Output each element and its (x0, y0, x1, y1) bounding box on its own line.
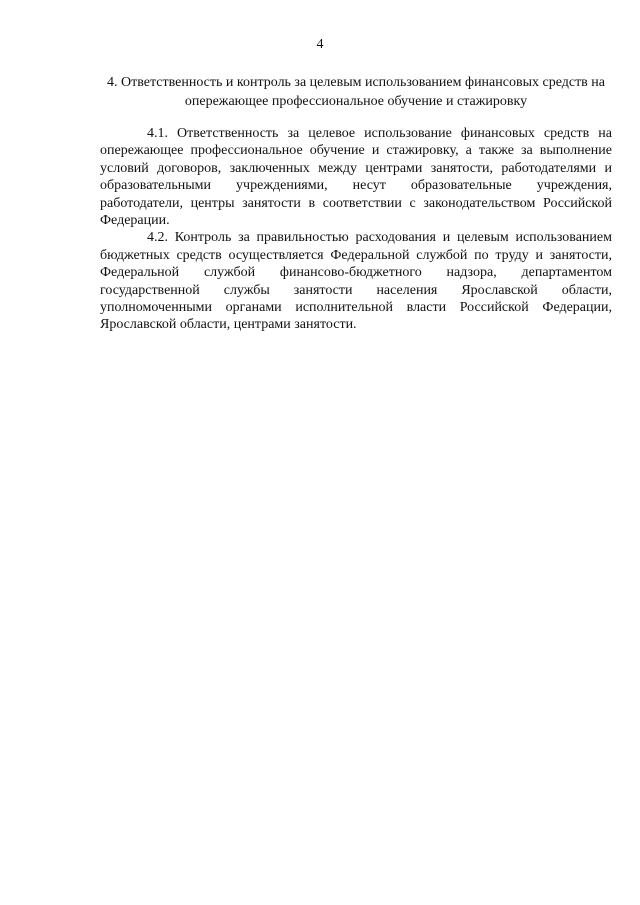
paragraph-4-2: 4.2. Контроль за правильностью расходования и целевым использованием бюджетных средств осуществляется Федеральной службой по труду и занятости, Федеральной службой финансово-бюджетного надзора, департаментом государственной службы занятости населения Ярославской области, уполномоченными органами исполнительной власти Российской Федерации, Ярославской области, центрами занятости. (100, 230, 612, 333)
paragraph-4-1: 4.1. Ответственность за целевое использование финансовых средств на опережающее профессиональное обучение и стажировку, а также за выполнение условий договоров, заключенных между центрами занятости, работодателями и образовательными учреждениями, несут образовательные учреждения, работодатели, центры занятости в соответствии с законодательством Российской Федерации. (100, 126, 612, 229)
section-body (100, 125, 612, 334)
section-heading: 4. Ответственность и контроль за целевым использованием финансовых средств на опережающее профессиональное обучение и стажировку (107, 75, 605, 109)
page-number: 4 (316, 37, 324, 52)
